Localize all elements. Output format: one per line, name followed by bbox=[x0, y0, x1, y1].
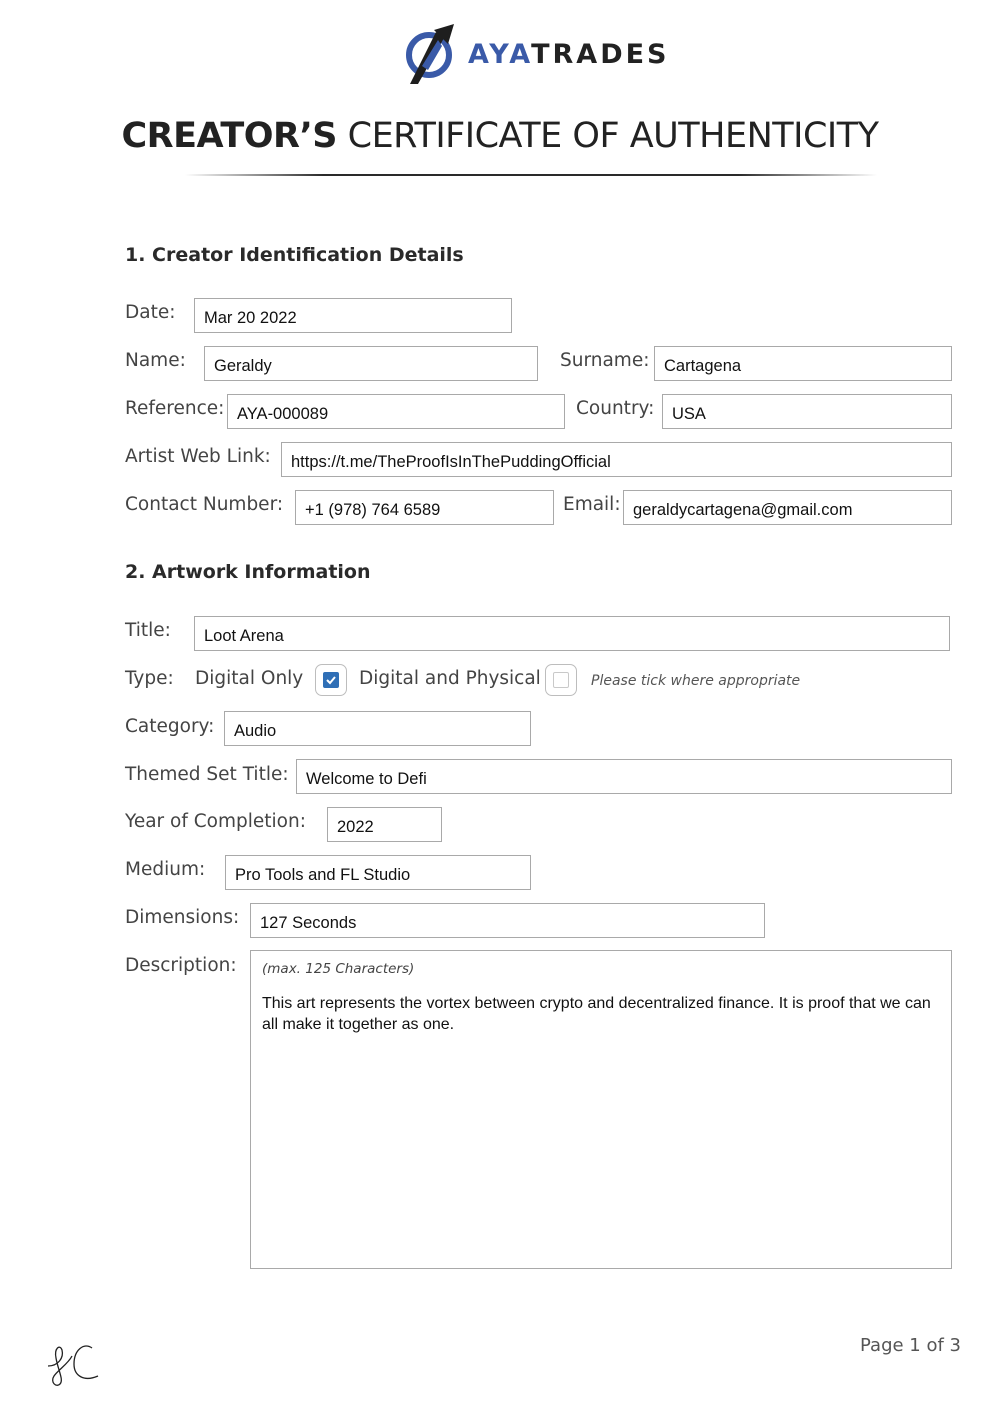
brand-aya: AYA bbox=[468, 39, 532, 70]
title-label: Title: bbox=[125, 620, 171, 641]
empty-checkbox-icon bbox=[553, 672, 569, 688]
country-label: Country: bbox=[576, 398, 655, 419]
medium-label: Medium: bbox=[125, 859, 206, 880]
year-label: Year of Completion: bbox=[125, 811, 306, 832]
reference-label: Reference: bbox=[125, 398, 225, 419]
brand-wordmark bbox=[468, 39, 670, 70]
dimensions-label: Dimensions: bbox=[125, 907, 240, 928]
title-bold: CREATOR’S bbox=[121, 116, 337, 156]
contact-label: Contact Number: bbox=[125, 494, 284, 515]
country-field[interactable]: USA bbox=[662, 394, 952, 429]
category-field[interactable]: Audio bbox=[224, 711, 531, 746]
date-label: Date: bbox=[125, 302, 176, 323]
type-option-digital-physical: Digital and Physical bbox=[359, 668, 541, 689]
certificate-title bbox=[0, 116, 1000, 156]
description-label: Description: bbox=[125, 955, 237, 976]
section-1-heading: 1. Creator Identification Details bbox=[125, 244, 464, 266]
digital-only-checkbox[interactable] bbox=[315, 664, 347, 696]
themed-set-field[interactable]: Welcome to Defi bbox=[296, 759, 952, 794]
type-label: Type: bbox=[125, 668, 174, 689]
category-label: Category: bbox=[125, 716, 215, 737]
weblink-field[interactable]: https://t.me/TheProofIsInThePuddingOfficial bbox=[281, 442, 952, 477]
themed-set-label: Themed Set Title: bbox=[125, 764, 289, 785]
surname-field[interactable]: Cartagena bbox=[654, 346, 952, 381]
type-option-digital-only: Digital Only bbox=[195, 668, 304, 689]
name-label: Name: bbox=[125, 350, 186, 371]
section-2-heading: 2. Artwork Information bbox=[125, 561, 371, 583]
reference-field[interactable]: AYA-000089 bbox=[227, 394, 565, 429]
name-field[interactable]: Geraldy bbox=[204, 346, 538, 381]
medium-field[interactable]: Pro Tools and FL Studio bbox=[225, 855, 531, 890]
description-text: This art represents the vortex between crypto and decentralized finance. It is proof that we can all make it together as one. bbox=[262, 995, 931, 1033]
description-field[interactable] bbox=[250, 950, 952, 1269]
year-field[interactable]: 2022 bbox=[327, 807, 442, 842]
brand-trades: TRADES bbox=[531, 39, 670, 70]
description-hint: (max. 125 Characters) bbox=[262, 961, 415, 977]
weblink-label: Artist Web Link: bbox=[125, 446, 271, 467]
title-rest: CERTIFICATE OF AUTHENTICITY bbox=[337, 116, 879, 156]
date-field[interactable]: Mar 20 2022 bbox=[194, 298, 512, 333]
title-divider bbox=[185, 174, 877, 176]
digital-physical-checkbox[interactable] bbox=[545, 664, 577, 696]
aya-logo-icon bbox=[404, 22, 460, 88]
brand-logo bbox=[404, 22, 668, 88]
dimensions-field[interactable]: 127 Seconds bbox=[250, 903, 765, 938]
email-field[interactable]: geraldycartagena@gmail.com bbox=[623, 490, 952, 525]
page-number: Page 1 of 3 bbox=[860, 1335, 961, 1356]
checkmark-icon bbox=[323, 672, 339, 688]
signature-icon bbox=[44, 1336, 104, 1388]
surname-label: Surname: bbox=[560, 350, 650, 371]
title-field[interactable]: Loot Arena bbox=[194, 616, 950, 651]
email-label: Email: bbox=[563, 494, 621, 515]
contact-field[interactable]: +1 (978) 764 6589 bbox=[295, 490, 554, 525]
type-hint: Please tick where appropriate bbox=[591, 673, 801, 689]
